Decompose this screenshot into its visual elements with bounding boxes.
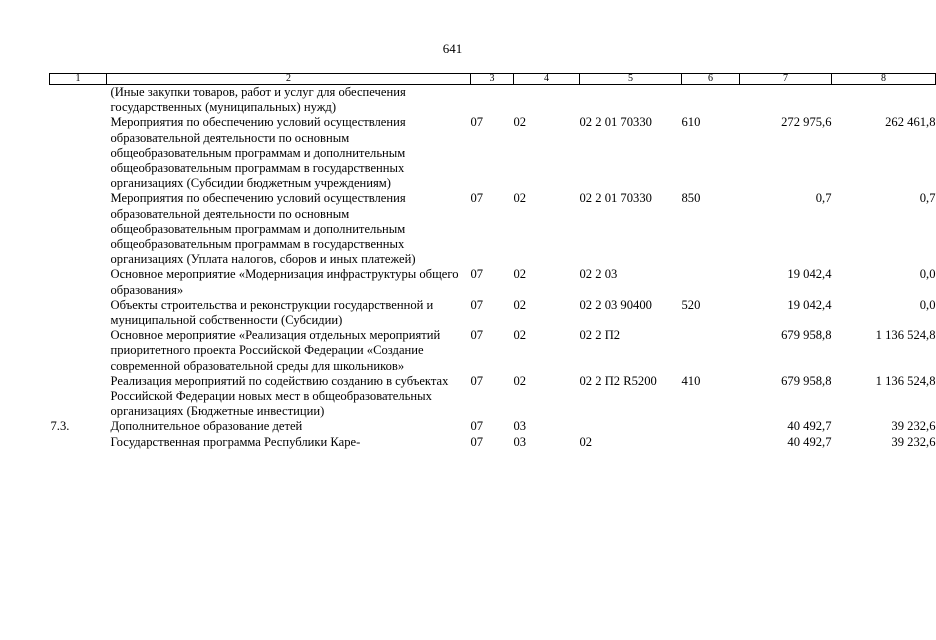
row-target-code: 02 2 01 70330 xyxy=(579,191,652,206)
row-target-code: 02 2 03 xyxy=(579,267,618,282)
row-section: 07 xyxy=(470,115,484,130)
row-target-code: 02 2 П2 xyxy=(579,328,621,343)
row-amount-year1: 40 492,7 xyxy=(787,419,832,434)
budget-table xyxy=(49,73,936,450)
row-amount-year1: 0,7 xyxy=(815,191,832,206)
row-subsection: 03 xyxy=(513,419,527,434)
table-row xyxy=(50,85,936,116)
table-row xyxy=(50,115,936,191)
row-number xyxy=(50,328,107,374)
row-amount-year1: 19 042,4 xyxy=(787,297,832,312)
table-row xyxy=(50,267,936,297)
table-row xyxy=(50,374,936,420)
row-expense-type: 520 xyxy=(681,297,701,312)
header-col-5: 5 xyxy=(580,74,682,85)
row-subsection: 02 xyxy=(513,373,527,388)
row-amount-year1 xyxy=(740,85,832,116)
row-amount-year2: 39 232,6 xyxy=(891,419,936,434)
row-target-code: 02 2 03 90400 xyxy=(579,297,652,312)
row-expense-type xyxy=(682,267,740,297)
table-row xyxy=(50,191,936,267)
row-target-code xyxy=(580,85,682,116)
header-col-8: 8 xyxy=(832,74,936,85)
table-body xyxy=(50,85,936,450)
table-header xyxy=(50,74,936,85)
row-amount-year1: 679 958,8 xyxy=(781,328,832,343)
header-col-7: 7 xyxy=(740,74,832,85)
row-expense-type xyxy=(682,419,740,434)
row-expense-type xyxy=(682,328,740,374)
row-amount-year1: 679 958,8 xyxy=(781,373,832,388)
table-row xyxy=(50,435,936,450)
row-name: Основное мероприятие «Модернизация инфраструктуры общего образования» xyxy=(110,267,459,297)
row-target-code xyxy=(580,419,682,434)
row-number xyxy=(50,435,107,450)
table-row xyxy=(50,298,936,328)
row-name: Дополнительное образование детей xyxy=(110,419,303,434)
row-subsection xyxy=(514,85,580,116)
row-amount-year2: 262 461,8 xyxy=(885,115,936,130)
row-section: 07 xyxy=(470,328,484,343)
row-subsection: 03 xyxy=(513,434,527,449)
table-row xyxy=(50,419,936,434)
row-number xyxy=(50,374,107,420)
row-number: 7.3. xyxy=(50,419,70,434)
row-expense-type xyxy=(682,85,740,116)
header-col-3: 3 xyxy=(471,74,514,85)
row-name: Мероприятия по обеспечению условий осуществления образовательной деятельности по основным общеобразовательным программам и дополнительным общеобразовательным программам в государственных организациях (Уплата налогов, сборов и иных платежей) xyxy=(110,191,416,267)
header-col-6: 6 xyxy=(682,74,740,85)
row-target-code: 02 2 01 70330 xyxy=(579,115,652,130)
row-amount-year2: 0,0 xyxy=(919,267,936,282)
row-amount-year2: 0,0 xyxy=(919,297,936,312)
row-target-code: 02 2 П2 R5200 xyxy=(579,373,657,388)
row-amount-year2: 39 232,6 xyxy=(891,434,936,449)
row-section: 07 xyxy=(470,373,484,388)
row-amount-year2: 1 136 524,8 xyxy=(875,373,936,388)
row-number xyxy=(50,115,107,191)
table-row xyxy=(50,328,936,374)
row-subsection: 02 xyxy=(513,297,527,312)
row-name: Государственная программа Республики Каре- xyxy=(110,434,361,449)
row-subsection: 02 xyxy=(513,191,527,206)
row-number xyxy=(50,191,107,267)
row-section: 07 xyxy=(470,267,484,282)
row-subsection: 02 xyxy=(513,267,527,282)
header-col-4: 4 xyxy=(514,74,580,85)
row-target-code: 02 xyxy=(579,434,593,449)
page-number: 641 xyxy=(442,41,463,56)
row-name: Реализация мероприятий по содействию созданию в субъектах Российской Федерации новых мест в общеобразовательных организациях (Бюджетные инвестиции) xyxy=(110,373,449,419)
header-col-1: 1 xyxy=(50,74,107,85)
row-amount-year2 xyxy=(832,85,936,116)
row-expense-type: 610 xyxy=(681,115,701,130)
row-section: 07 xyxy=(470,191,484,206)
row-subsection: 02 xyxy=(513,328,527,343)
row-name: Объекты строительства и реконструкции государственной и муниципальной собственности (Субсидии) xyxy=(110,297,434,328)
header-col-2: 2 xyxy=(107,74,471,85)
row-number xyxy=(50,298,107,328)
row-amount-year1: 40 492,7 xyxy=(787,434,832,449)
row-number xyxy=(50,85,107,116)
row-amount-year1: 272 975,6 xyxy=(781,115,832,130)
row-amount-year1: 19 042,4 xyxy=(787,267,832,282)
row-expense-type: 410 xyxy=(681,373,701,388)
row-expense-type: 850 xyxy=(681,191,701,206)
row-section: 07 xyxy=(470,297,484,312)
row-number xyxy=(50,267,107,297)
row-section: 07 xyxy=(470,419,484,434)
row-name: (Иные закупки товаров, работ и услуг для обеспечения государственных (муниципальных) нужд) xyxy=(110,85,406,115)
row-name: Основное мероприятие «Реализация отдельных мероприятий приоритетного проекта Российской Федерации «Создание современной образовательной среды для школьников» xyxy=(110,328,441,373)
row-name: Мероприятия по обеспечению условий осуществления образовательной деятельности по основным общеобразовательным программам и дополнительным общеобразовательным программам в государственных организациях (Субсидии бюджетным учреждениям) xyxy=(110,115,406,191)
row-subsection: 02 xyxy=(513,115,527,130)
row-amount-year2: 1 136 524,8 xyxy=(875,328,936,343)
row-expense-type xyxy=(682,435,740,450)
row-section: 07 xyxy=(470,434,484,449)
row-section xyxy=(471,85,514,116)
row-amount-year2: 0,7 xyxy=(919,191,936,206)
